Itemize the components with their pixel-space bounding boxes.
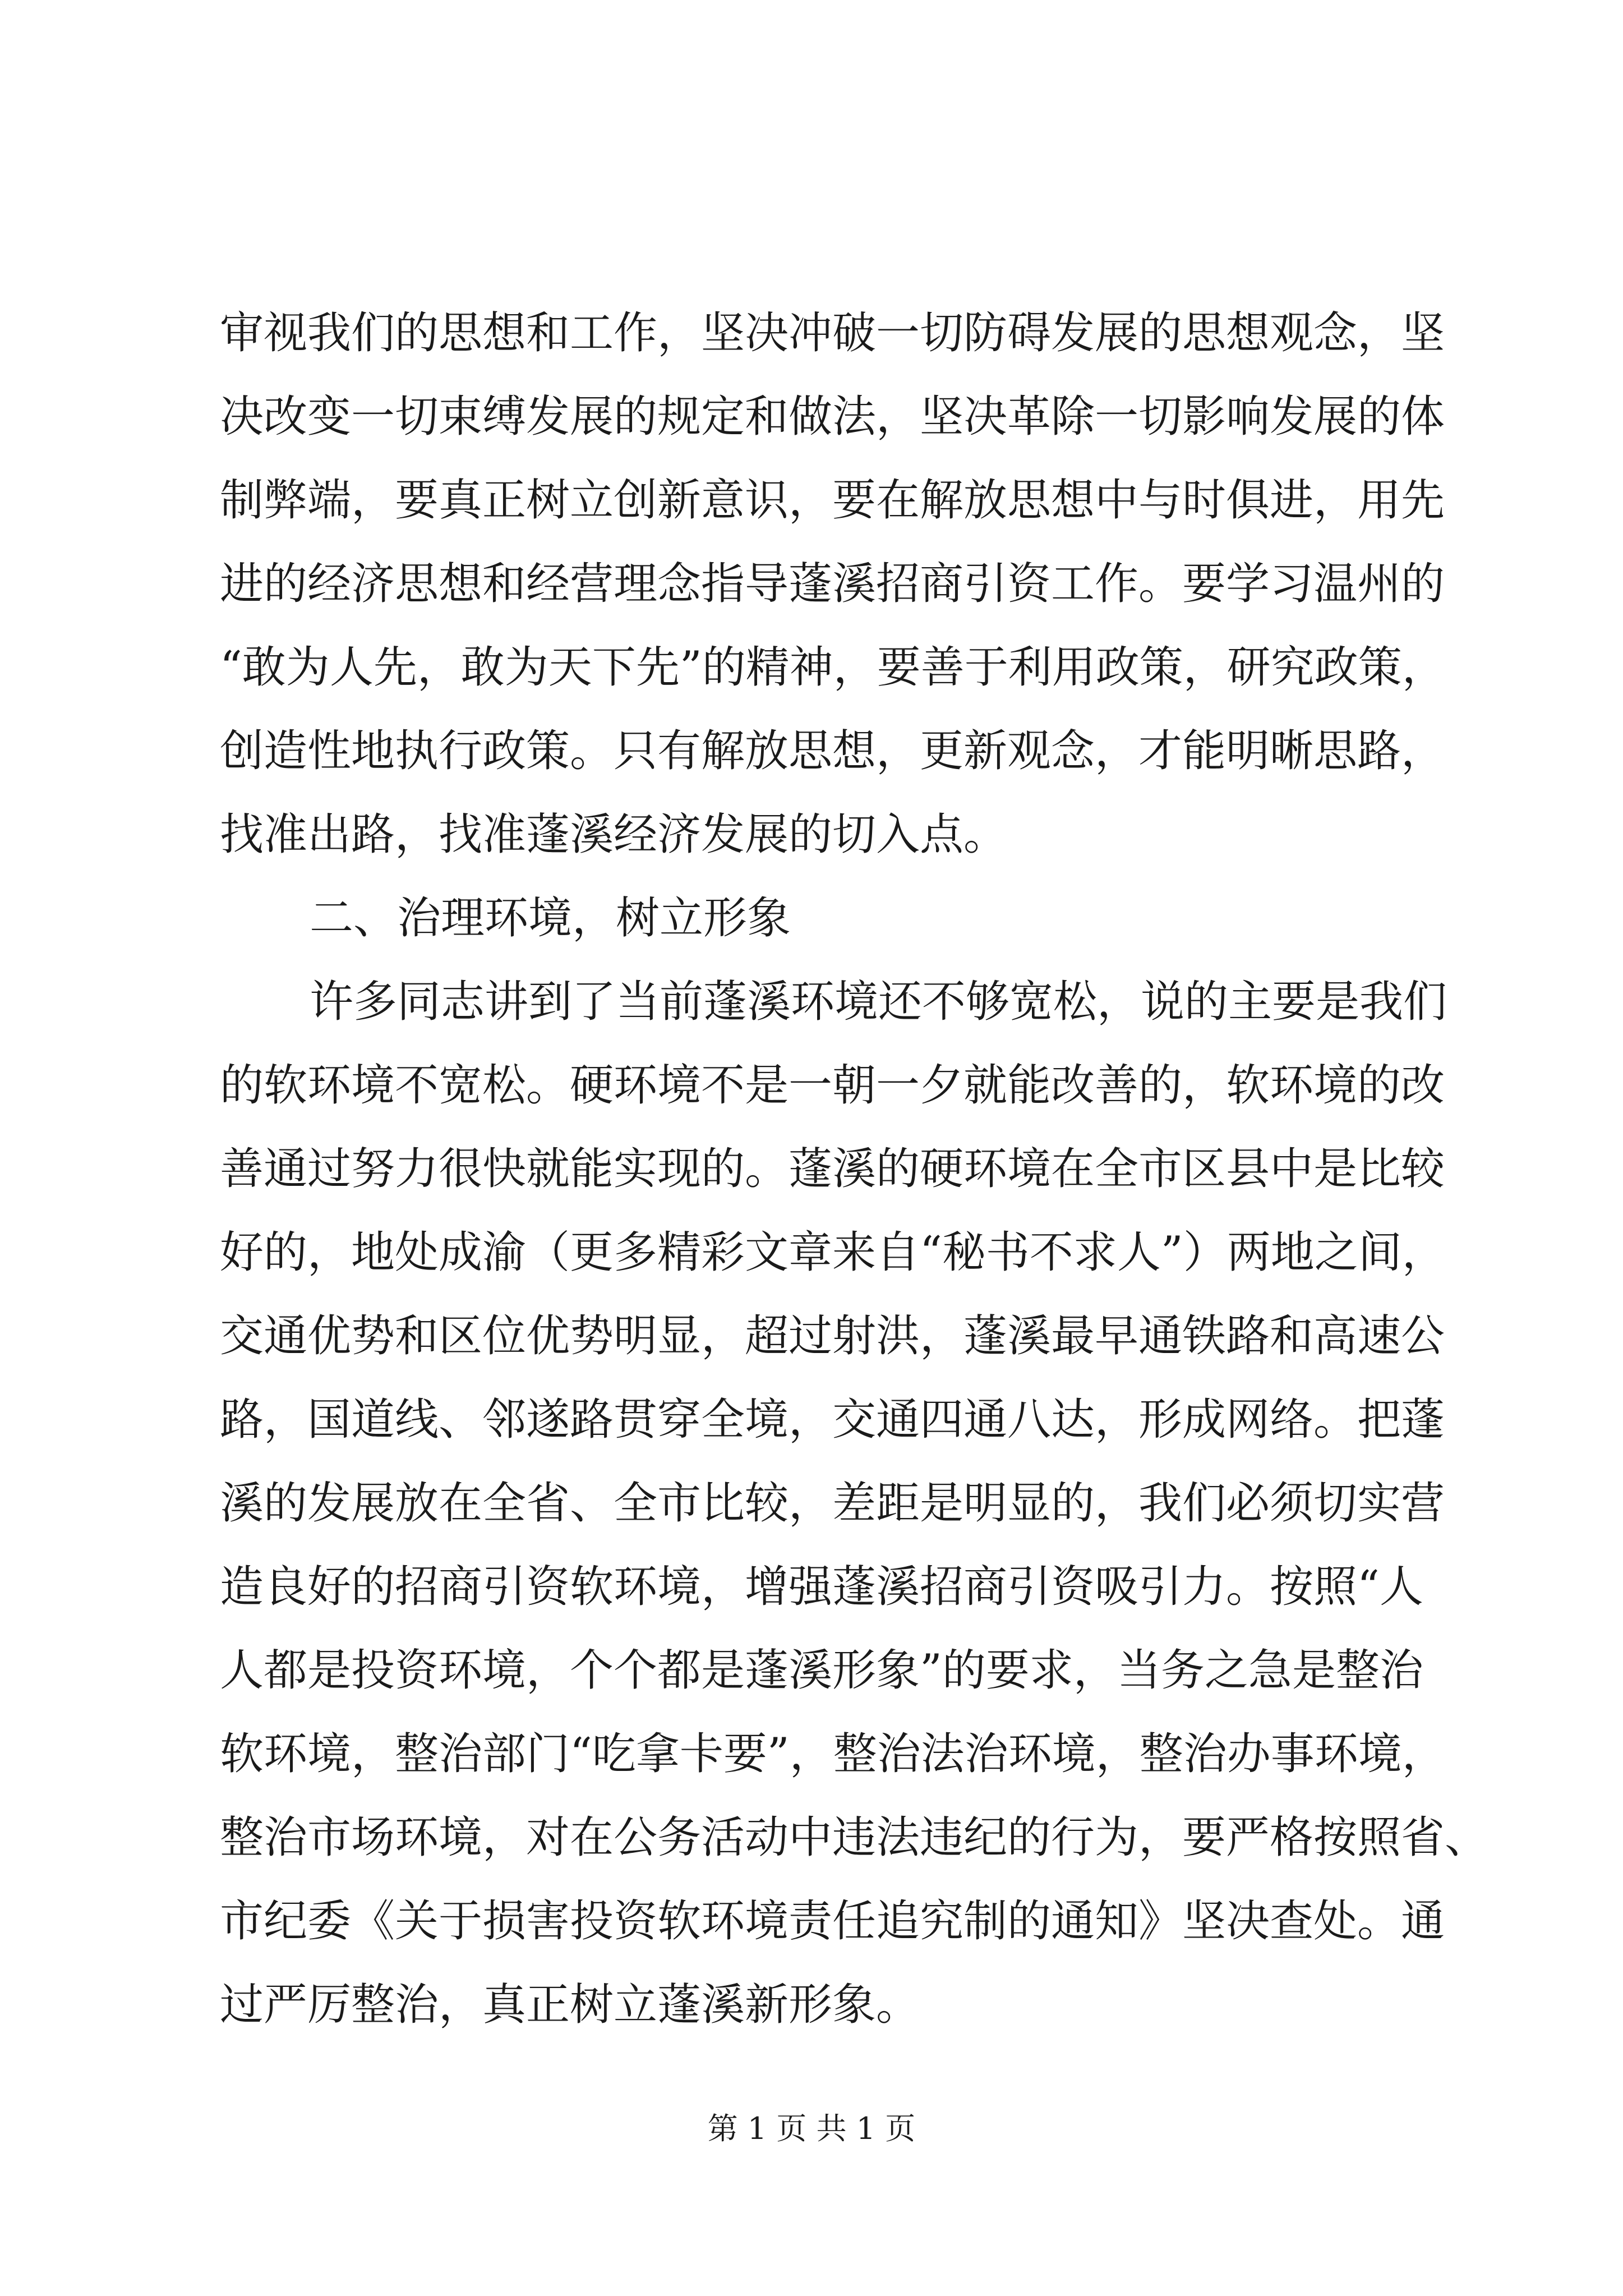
body-text-line: 软环境，整治部门“吃拿卡要”，整治法治环境，整治办事环境， bbox=[220, 1729, 1446, 1779]
body-text-line: “敢为人先，敢为天下先”的精神，要善于利用政策，研究政策， bbox=[220, 642, 1446, 693]
body-text-line: 市纪委《关于损害投资软环境责任追究制的通知》坚决查处。通 bbox=[220, 1896, 1445, 1947]
body-text-line: 创造性地执行政策。只有解放思想，更新观念，才能明晰思路， bbox=[220, 726, 1445, 776]
body-text-line: 路，国道线、邻遂路贯穿全境，交通四通八达，形成网络。把蓬 bbox=[220, 1395, 1445, 1445]
body-text-line: 交通优势和区位优势明显，超过射洪，蓬溪最早通铁路和高速公 bbox=[220, 1311, 1445, 1361]
body-text-line: 溪的发展放在全省、全市比较，差距是明显的，我们必须切实营 bbox=[220, 1478, 1445, 1529]
body-text-line: 整治市场环境，对在公务活动中违法违纪的行为，要严格按照省、 bbox=[220, 1812, 1489, 1863]
body-text-line: 找准出路，找准蓬溪经济发展的切入点。 bbox=[220, 809, 1008, 860]
page-footer: 第 1 页 共 1 页 bbox=[707, 2111, 916, 2146]
section-heading: 二、治理环境，树立形象 bbox=[310, 893, 791, 944]
body-text-line: 人都是投资环境，个个都是蓬溪形象”的要求，当务之急是整治 bbox=[220, 1645, 1423, 1696]
body-text-line: 造良好的招商引资软环境，增强蓬溪招商引资吸引力。按照“人 bbox=[220, 1562, 1423, 1612]
body-text-line: 制弊端，要真正树立创新意识，要在解放思想中与时俱进，用先 bbox=[220, 475, 1445, 526]
body-text-line: 审视我们的思想和工作，坚决冲破一切防碍发展的思想观念，坚 bbox=[220, 308, 1445, 358]
body-text-line: 许多同志讲到了当前蓬溪环境还不够宽松，说的主要是我们 bbox=[310, 977, 1447, 1027]
body-text-line: 进的经济思想和经营理念指导蓬溪招商引资工作。要学习温州的 bbox=[220, 559, 1445, 609]
body-text-line: 决改变一切束缚发展的规定和做法，坚决革除一切影响发展的体 bbox=[220, 392, 1445, 442]
body-text-line: 善通过努力很快就能实现的。蓬溪的硬环境在全市区县中是比较 bbox=[220, 1144, 1445, 1194]
body-text-line: 好的，地处成渝（更多精彩文章来自“秘书不求人”）两地之间， bbox=[220, 1227, 1446, 1278]
body-text-line: 过严厉整治，真正树立蓬溪新形象。 bbox=[220, 1980, 920, 2030]
body-text-line: 的软环境不宽松。硬环境不是一朝一夕就能改善的，软环境的改 bbox=[220, 1060, 1445, 1111]
